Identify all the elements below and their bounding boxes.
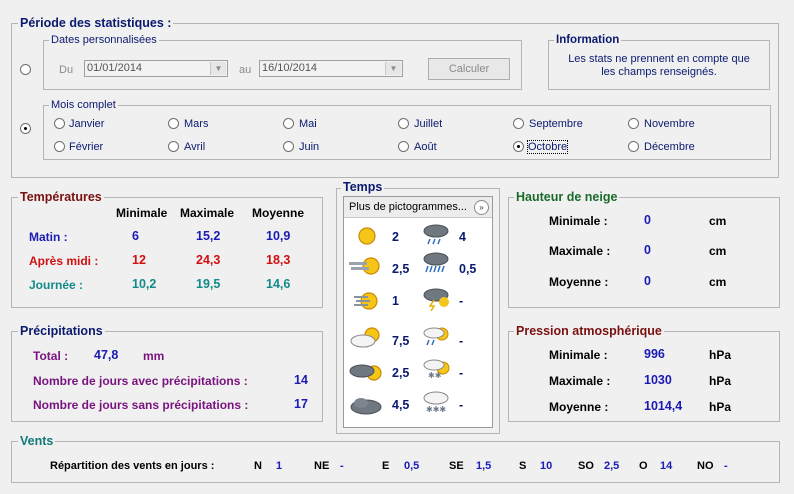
sun-rain-icon — [422, 324, 450, 348]
vent-dir-se: SE — [449, 460, 464, 472]
neige-legend: Hauteur de neige — [516, 190, 618, 204]
vent-value-o: 14 — [660, 460, 673, 472]
vent-value-so: 2,5 — [604, 460, 620, 472]
vent-dir-e: E — [382, 460, 390, 472]
row-label-apres-midi: Après midi : — [29, 254, 99, 268]
double-chevron-down-icon[interactable]: » — [474, 200, 489, 215]
jours-sans-value: 17 — [294, 397, 308, 411]
radio-juin[interactable] — [283, 141, 294, 152]
temps-legend: Temps — [343, 180, 383, 194]
vent-value-e: 0,5 — [404, 460, 420, 472]
matin-min: 6 — [132, 229, 139, 243]
calculer-button[interactable]: Calculer — [428, 58, 510, 80]
periode-legend: Période des statistiques : — [20, 16, 172, 30]
radio-fevrier[interactable] — [54, 141, 65, 152]
journee-min: 10,2 — [132, 277, 157, 291]
radio-juillet[interactable] — [398, 118, 409, 129]
vent-dir-o: O — [639, 460, 648, 472]
radio-avril[interactable] — [168, 141, 179, 152]
pression-moyenne-label: Moyenne : — [549, 400, 609, 414]
rain-icon — [422, 223, 450, 247]
apres-midi-max: 24,3 — [196, 253, 221, 267]
month-label-mars: Mars — [184, 118, 209, 130]
radio-septembre[interactable] — [513, 118, 524, 129]
cloudy-sun-icon — [348, 361, 384, 385]
pression-minimale-label: Minimale : — [549, 348, 608, 362]
jours-sans-label: Nombre de jours sans précipitations : — [33, 398, 249, 412]
jours-avec-label: Nombre de jours avec précipitations : — [33, 374, 248, 388]
header-maximale: Maximale — [180, 206, 235, 220]
heavy-rain-icon — [422, 251, 450, 275]
radio-dates-personnalisees[interactable] — [20, 64, 31, 75]
snow-sun-icon — [422, 356, 450, 380]
sun-wind-icon — [352, 290, 382, 312]
pression-minimale-value: 996 — [644, 347, 665, 361]
sun-icon — [354, 225, 380, 247]
month-label-janvier: Janvier — [69, 118, 105, 130]
neige-moyenne-unit: cm — [709, 275, 727, 289]
temps-left-value-2: 2,5 — [392, 262, 410, 276]
chevron-down-icon[interactable]: ▼ — [210, 62, 226, 75]
snow-icon — [422, 390, 450, 414]
du-date-select[interactable] — [84, 60, 228, 77]
journee-max: 19,5 — [196, 277, 221, 291]
vents-legend: Vents — [20, 434, 54, 448]
temps-left-value-3: 1 — [392, 294, 399, 308]
svg-text:✱✱✱: ✱✱✱ — [426, 405, 447, 414]
month-label-juin: Juin — [299, 141, 320, 153]
month-label-aout: Août — [414, 141, 437, 153]
vent-value-s: 10 — [540, 460, 553, 472]
temperatures-legend: Températures — [20, 190, 102, 204]
temps-right-value-5: - — [459, 366, 464, 380]
cloud-icon — [348, 394, 384, 418]
neige-minimale-value: 0 — [644, 213, 651, 227]
au-date-value: 16/10/2014 — [262, 62, 318, 74]
sun-haze-icon — [347, 255, 383, 277]
dates-legend: Dates personnalisées — [51, 34, 157, 46]
row-label-matin: Matin : — [29, 230, 68, 244]
temps-left-value-1: 2 — [392, 230, 399, 244]
au-date-select[interactable] — [259, 60, 403, 77]
total-label: Total : — [33, 349, 69, 363]
month-label-octobre: Octobre — [528, 141, 568, 153]
precipitations-legend: Précipitations — [20, 324, 103, 338]
radio-novembre[interactable] — [628, 118, 639, 129]
radio-janvier[interactable] — [54, 118, 65, 129]
neige-minimale-unit: cm — [709, 214, 727, 228]
information-legend: Information — [556, 34, 620, 46]
row-label-journee: Journée : — [29, 278, 84, 292]
temps-right-value-4: - — [459, 334, 464, 348]
temps-right-value-3: - — [459, 294, 464, 308]
temps-right-value-1: 4 — [459, 230, 466, 244]
vent-dir-ne: NE — [314, 460, 330, 472]
radio-aout[interactable] — [398, 141, 409, 152]
radio-octobre[interactable] — [513, 141, 524, 152]
radio-mois-complet[interactable] — [20, 123, 31, 134]
jours-avec-value: 14 — [294, 373, 308, 387]
total-unit: mm — [143, 349, 165, 363]
neige-maximale-unit: cm — [709, 244, 727, 258]
pression-maximale-value: 1030 — [644, 373, 672, 387]
vent-value-no: - — [724, 460, 728, 472]
neige-maximale-label: Maximale : — [549, 244, 611, 258]
journee-moy: 14,6 — [266, 277, 291, 291]
temps-right-value-2: 0,5 — [459, 262, 477, 276]
pression-maximale-label: Maximale : — [549, 374, 611, 388]
total-value: 47,8 — [94, 348, 119, 362]
month-label-juillet: Juillet — [414, 118, 443, 130]
neige-minimale-label: Minimale : — [549, 214, 608, 228]
information-text-1: Les stats ne prennent en compte que — [568, 53, 750, 65]
month-label-avril: Avril — [184, 141, 206, 153]
apres-midi-min: 12 — [132, 253, 146, 267]
month-label-novembre: Novembre — [644, 118, 695, 130]
radio-decembre[interactable] — [628, 141, 639, 152]
matin-max: 15,2 — [196, 229, 221, 243]
neige-maximale-value: 0 — [644, 243, 651, 257]
temps-left-value-6: 4,5 — [392, 398, 410, 412]
pression-maximale-unit: hPa — [709, 374, 732, 388]
mois-legend: Mois complet — [51, 99, 116, 111]
pression-legend: Pression atmosphérique — [516, 324, 662, 338]
vent-dir-s: S — [519, 460, 527, 472]
vent-value-ne: - — [340, 460, 344, 472]
pression-moyenne-value: 1014,4 — [644, 399, 683, 413]
vent-value-se: 1,5 — [476, 460, 492, 472]
vent-value-n: 1 — [276, 460, 283, 472]
header-moyenne: Moyenne — [252, 206, 305, 220]
sun-cloud-icon — [348, 326, 384, 350]
pictogrammes-dropdown[interactable] — [344, 197, 492, 218]
apres-midi-moy: 18,3 — [266, 253, 291, 267]
month-label-fevrier: Février — [69, 141, 104, 153]
chevron-down-icon[interactable]: ▼ — [385, 62, 401, 75]
matin-moy: 10,9 — [266, 229, 291, 243]
storm-icon — [422, 287, 450, 311]
vent-dir-no: NO — [697, 460, 714, 472]
pression-minimale-unit: hPa — [709, 348, 732, 362]
vent-dir-so: SO — [578, 460, 594, 472]
du-label: Du — [59, 64, 74, 76]
neige-moyenne-label: Moyenne : — [549, 275, 609, 289]
temps-left-value-5: 2,5 — [392, 366, 410, 380]
month-label-septembre: Septembre — [529, 118, 583, 130]
pression-moyenne-unit: hPa — [709, 400, 732, 414]
temps-left-value-4: 7,5 — [392, 334, 410, 348]
au-label: au — [239, 64, 252, 76]
radio-mars[interactable] — [168, 118, 179, 129]
vents-repartition-label: Répartition des vents en jours : — [50, 460, 215, 472]
svg-text:✱✱: ✱✱ — [428, 371, 442, 380]
vent-dir-n: N — [254, 460, 262, 472]
neige-moyenne-value: 0 — [644, 274, 651, 288]
month-label-mai: Mai — [299, 118, 317, 130]
month-label-decembre: Décembre — [644, 141, 695, 153]
temps-right-value-6: - — [459, 398, 464, 412]
pictogrammes-dropdown-label: Plus de pictogrammes... — [349, 201, 467, 213]
radio-mai[interactable] — [283, 118, 294, 129]
information-text-2: les champs renseignés. — [601, 66, 717, 78]
du-date-value: 01/01/2014 — [87, 62, 143, 74]
information-frame — [548, 40, 770, 90]
header-minimale: Minimale — [116, 206, 168, 220]
